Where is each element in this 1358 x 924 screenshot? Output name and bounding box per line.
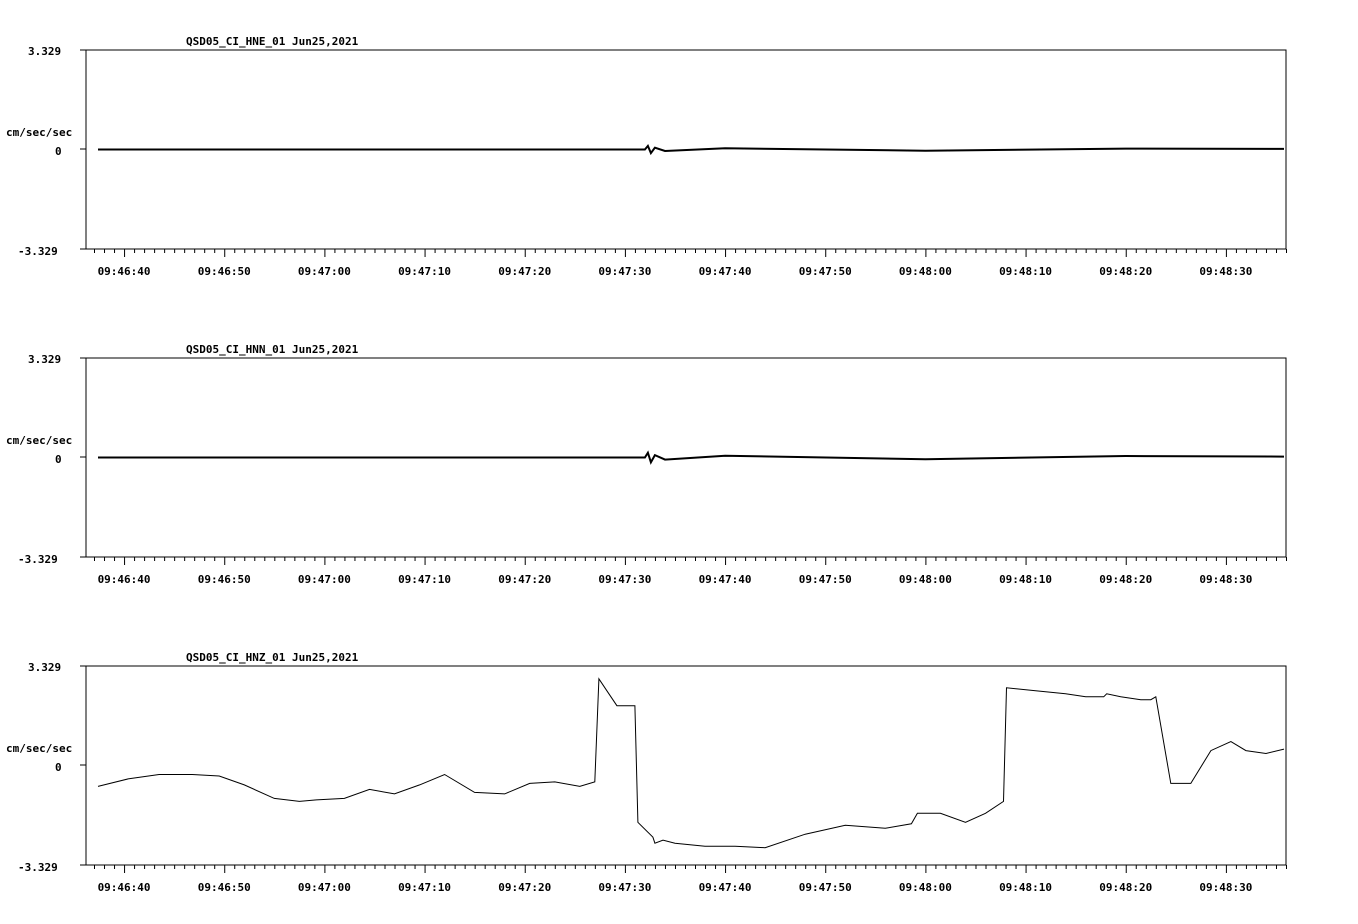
- x-tick-label: 09:48:30: [1199, 265, 1253, 278]
- x-tick-label: 09:47:30: [598, 573, 652, 586]
- x-tick-label: 09:46:50: [197, 265, 251, 278]
- y-axis-ticks: [80, 666, 86, 865]
- x-tick-label: 09:46:40: [97, 265, 151, 278]
- y-tick-max: 3.329: [28, 45, 62, 58]
- x-tick-label: 09:47:00: [297, 265, 351, 278]
- y-axis-label: cm/sec/sec: [6, 434, 73, 447]
- y-tick-zero: 0: [55, 761, 62, 774]
- x-tick-label: 09:48:20: [1099, 265, 1153, 278]
- x-axis-labels: [98, 573, 1253, 586]
- y-tick-min: -3.329: [18, 245, 58, 258]
- x-tick-label: 09:48:00: [898, 881, 952, 894]
- y-tick-max: 3.329: [28, 661, 62, 674]
- x-tick-label: 09:48:10: [999, 265, 1053, 278]
- x-tick-label: 09:47:10: [398, 573, 452, 586]
- x-tick-label: 09:48:00: [898, 573, 952, 586]
- panel-hnn: [6, 343, 1287, 586]
- x-tick-label: 09:48:10: [999, 881, 1053, 894]
- y-axis-label: cm/sec/sec: [6, 742, 73, 755]
- x-tick-label: 09:47:50: [798, 265, 852, 278]
- x-tick-label: 09:46:40: [97, 881, 151, 894]
- panel-title: QSD05_CI_HNZ_01 Jun25,2021: [186, 651, 359, 664]
- y-tick-min: -3.329: [18, 861, 58, 874]
- x-tick-label: 09:47:50: [798, 573, 852, 586]
- panel-hnz: [6, 651, 1287, 894]
- x-axis-ticks: [95, 557, 1287, 565]
- x-tick-label: 09:47:20: [498, 265, 552, 278]
- y-axis-ticks: [80, 50, 86, 249]
- x-tick-label: 09:47:20: [498, 881, 552, 894]
- x-tick-label: 09:48:30: [1199, 573, 1253, 586]
- x-axis-ticks: [95, 249, 1287, 257]
- x-tick-label: 09:47:00: [297, 881, 351, 894]
- y-tick-zero: 0: [55, 453, 62, 466]
- x-tick-label: 09:48:20: [1099, 881, 1153, 894]
- x-tick-label: 09:47:40: [698, 265, 752, 278]
- x-tick-label: 09:47:10: [398, 265, 452, 278]
- x-tick-label: 09:48:00: [898, 265, 952, 278]
- y-tick-min: -3.329: [18, 553, 58, 566]
- x-tick-label: 09:48:10: [999, 573, 1053, 586]
- x-tick-label: 09:47:20: [498, 573, 552, 586]
- x-tick-label: 09:47:30: [598, 265, 652, 278]
- plot-area: [86, 666, 1286, 865]
- x-tick-label: 09:46:50: [197, 573, 251, 586]
- x-tick-label: 09:48:20: [1099, 573, 1153, 586]
- x-tick-label: 09:47:40: [698, 881, 752, 894]
- x-tick-label: 09:46:40: [97, 573, 151, 586]
- panel-title: QSD05_CI_HNN_01 Jun25,2021: [186, 343, 359, 356]
- x-axis-labels: [98, 881, 1253, 894]
- x-tick-label: 09:47:50: [798, 881, 852, 894]
- x-axis-ticks: [95, 865, 1287, 873]
- y-tick-zero: 0: [55, 145, 62, 158]
- x-tick-label: 09:46:50: [197, 881, 251, 894]
- panel-title: QSD05_CI_HNE_01 Jun25,2021: [186, 35, 359, 48]
- x-tick-label: 09:47:40: [698, 573, 752, 586]
- x-axis-labels: [98, 265, 1253, 278]
- panel-hne: [6, 35, 1287, 278]
- x-tick-label: 09:48:30: [1199, 881, 1253, 894]
- x-tick-label: 09:47:10: [398, 881, 452, 894]
- y-axis-label: cm/sec/sec: [6, 126, 73, 139]
- x-tick-label: 09:47:00: [297, 573, 351, 586]
- x-tick-label: 09:47:30: [598, 881, 652, 894]
- y-tick-max: 3.329: [28, 353, 62, 366]
- y-axis-ticks: [80, 358, 86, 557]
